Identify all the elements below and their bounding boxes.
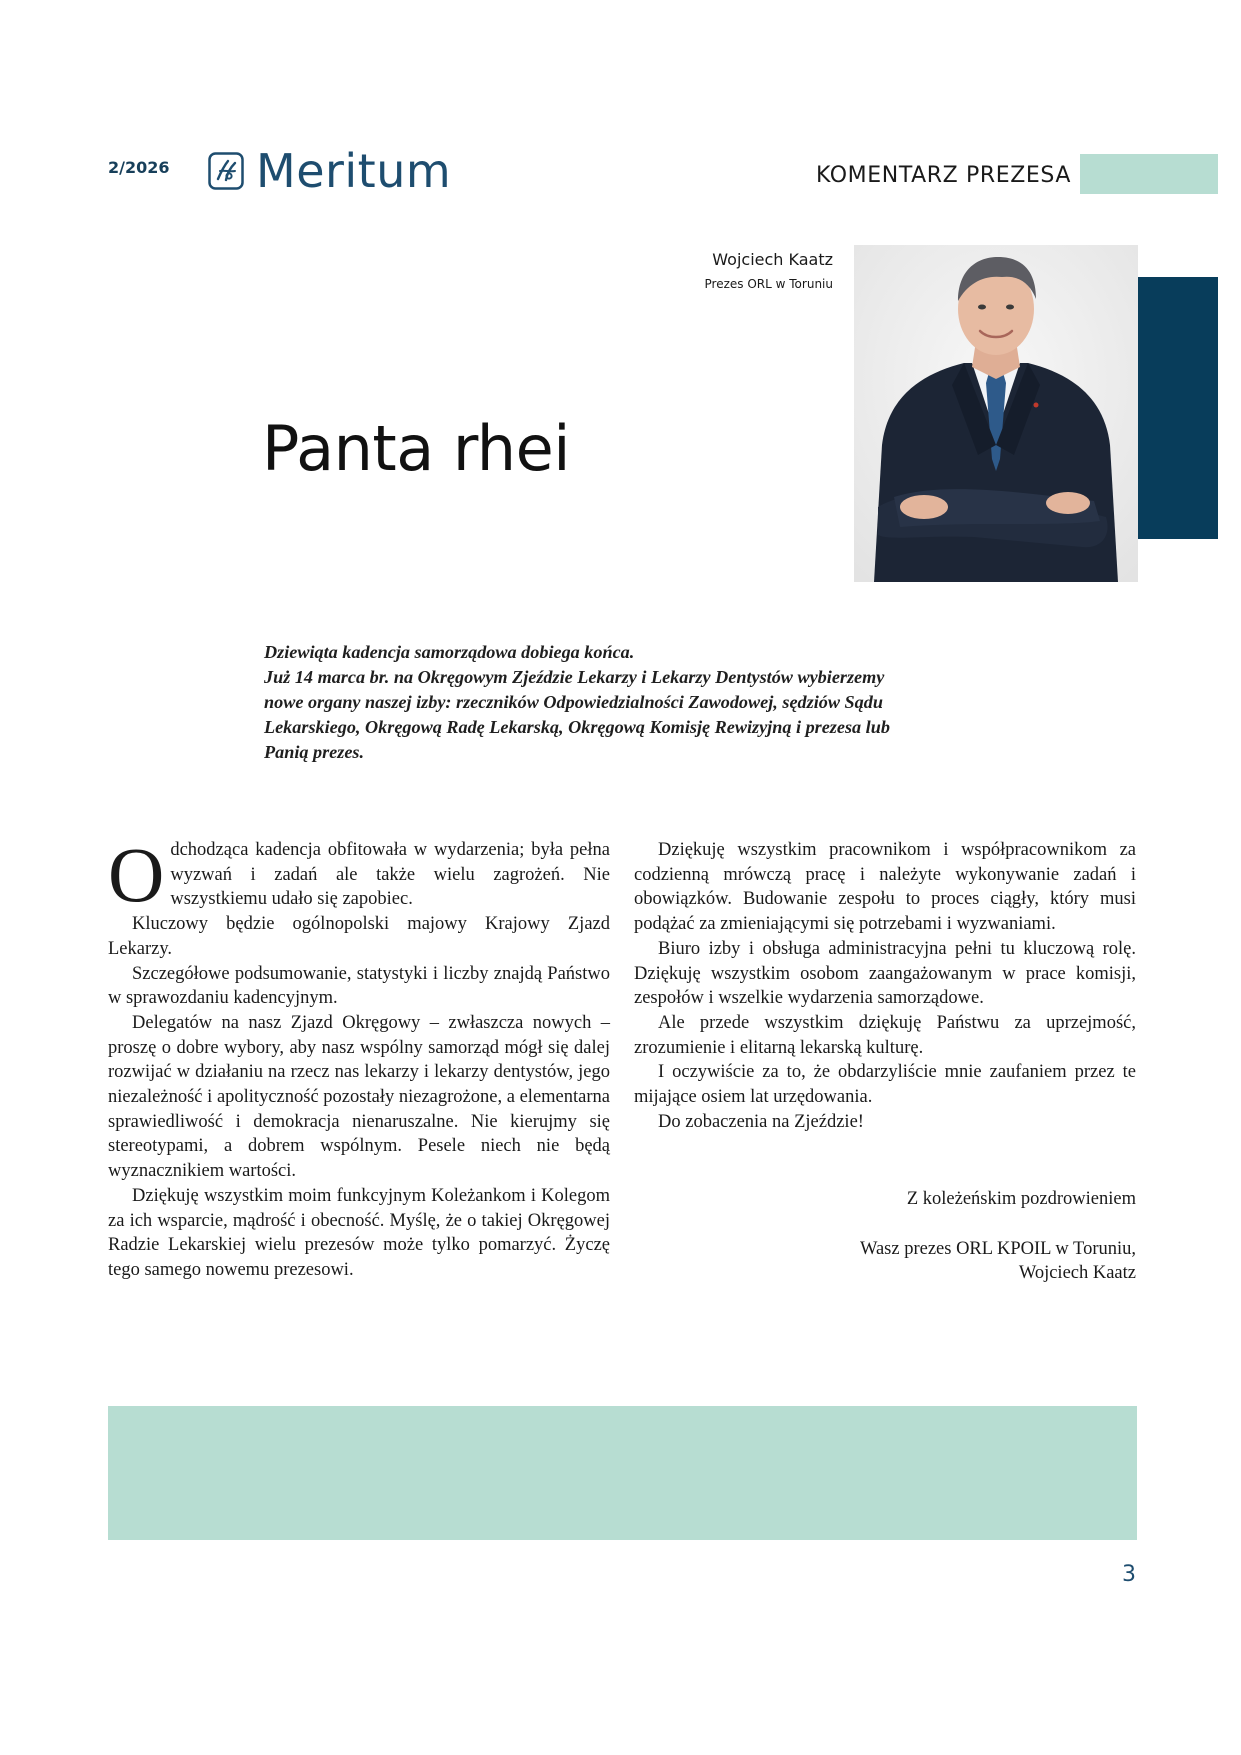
body-paragraph: Szczegółowe podsumowanie, statystyki i liczby znajdą Państwo w sprawozdaniu kadencyjnym.: [108, 963, 610, 1009]
page-number: 3: [1122, 1562, 1136, 1587]
body-column-right: [634, 838, 1136, 1134]
body-paragraph: Biuro izby i obsługa administracyjna pełni tu kluczową rolę. Dziękuję wszystkim osobom zaangażowanym w prace komisji, zespołów i wszelkie wydarzenia samorządowe.: [634, 938, 1136, 1009]
logo-wordmark: Meritum: [256, 144, 452, 198]
side-accent-bar: [1138, 277, 1218, 539]
logo-emblem-icon: [208, 152, 244, 190]
closing-greeting: Z koleżeńskim pozdrowieniem: [906, 1189, 1136, 1209]
author-name: Wojciech Kaatz: [712, 250, 833, 269]
closing-signature: [860, 1187, 1136, 1286]
author-role: Prezes ORL w Toruniu: [704, 277, 833, 291]
article-title: Panta rhei: [262, 412, 570, 485]
lead-line: Już 14 marca br. na Okręgowym Zjeździe Lekarzy i Lekarzy Dentystów wybierzemy nowe organy naszej izby: rzeczników Odpowiedzialności Zawodowej, sędziów Sądu Lekarskiego, Okręgową Radę Lekarską, Okręgową Komisję Rewizyjną i prezesa lub Panią prezes.: [264, 667, 890, 762]
footer-accent-box: [108, 1406, 1137, 1540]
issue-number: 2/2026: [108, 158, 170, 177]
body-paragraph: [108, 831, 610, 918]
section-accent-bar: [1080, 154, 1218, 194]
first-paragraph-text: dchodząca kadencja obfitowała w wydarzenia; była pełna wyzwań i zadań ale także wielu zagrożeń. Nie wszystkiemu udało się zapobiec.: [170, 840, 610, 910]
article-lead: [264, 640, 924, 765]
body-paragraph: Ale przede wszystkim dziękuję Państwu za uprzejmość, zrozumienie i elitarną lekarską kulturę.: [634, 1012, 1136, 1058]
body-paragraph: Dziękuję wszystkim pracownikom i współpracownikom za codzienną mrówczą pracę i należyte wykonywanie zadań i obowiązków. Budowanie zespołu to proces ciągły, który musi podążać za zmieniającymi się potrzebami i wyzwaniami.: [634, 840, 1136, 935]
lead-line: Dziewiąta kadencja samorządowa dobiega końca.: [264, 642, 635, 662]
body-paragraph: Kluczowy będzie ogólnopolski majowy Krajowy Zjazd Lekarzy.: [108, 914, 610, 959]
drop-cap: O: [108, 831, 165, 918]
closing-signoff: Wasz prezes ORL KPOIL w Toruniu,: [859, 1238, 1136, 1259]
body-paragraph: Do zobaczenia na Zjeździe!: [658, 1111, 864, 1132]
closing-name: Wojciech Kaatz: [1018, 1263, 1136, 1284]
body-paragraph: Dziękuję wszystkim moim funkcyjnym Koleżankom i Kolegom za ich wsparcie, mądrość i obecność. Myślę, że o takiej Okręgowej Radzie Lekarskiej wielu prezesów może tylko pomarzyć. Życzę tego samego nowemu prezesowi.: [108, 1185, 610, 1280]
body-paragraph: I oczywiście za to, że obdarzyliście mnie zaufaniem przez te mijające osiem lat urzędowania.: [634, 1062, 1136, 1108]
body-paragraph: Delegatów na nasz Zjazd Okręgowy – zwłaszcza nowych – proszę o dobre wybory, aby nasz wspólny samorząd mógł się dalej rozwijać w działaniu na rzecz nas lekarzy i lekarzy dentystów, jego niezależność i apolityczność pozostały niezagrożone, a elementarna sprawiedliwość i demokracja nienaruszalne. Nie kierujmy się stereotypami, a dobrem wspólnym. Pesele niech nie będą wyznacznikiem wartości.: [108, 1012, 610, 1182]
meritum-logo: [208, 144, 452, 198]
section-label: KOMENTARZ PREZESA: [815, 163, 1071, 188]
body-column-left: [108, 831, 610, 1283]
author-portrait: [854, 245, 1138, 582]
